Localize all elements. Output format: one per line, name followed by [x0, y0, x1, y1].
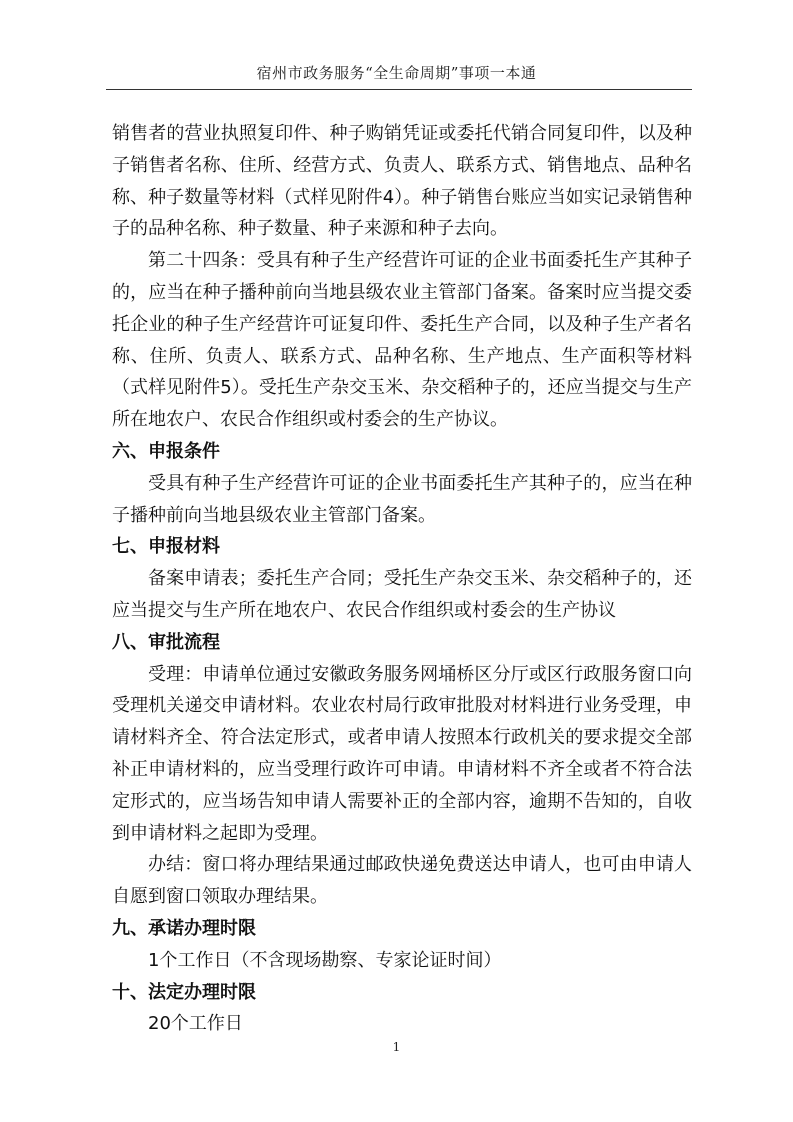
page-header: 宿州市政务服务“全生命周期”事项一本通	[256, 64, 537, 82]
paragraph-statutory-time: 20个工作日	[148, 1013, 243, 1035]
document-body	[112, 118, 692, 1040]
page-number: 1	[392, 1040, 401, 1054]
header-divider	[106, 89, 692, 90]
paragraph-conditions: 受具有种子生产经营许可证的企业书面委托生产其种子的，应当在种子播种前向当地县级农业主管部门备案。	[112, 472, 692, 526]
paragraph-acceptance: 受理：申请单位通过安徽政务服务网埇桥区分厅或区行政服务窗口向受理机关递交申请材料。农业农村局行政审批股对材料进行业务受理，申请材料齐全、符合法定形式，或者申请人按照本行政机关的要求提交全部补正申请材料的，应当受理行政许可申请。申请材料不齐全或者不符合法定形式的，应当场告知申请人需要补正的全部内容，逾期不告知的，自收到申请材料之起即为受理。	[112, 663, 692, 844]
paragraph-sales-records: 销售者的营业执照复印件、种子购销凭证或委托代销合同复印件，以及种子销售者名称、住所、经营方式、负责人、联系方式、销售地点、品种名称、种子数量等材料（式样见附件4）。种子销售台账应当如实记录销售种子的品种名称、种子数量、种子来源和种子去向。	[112, 123, 692, 240]
section-heading-statutory-time: 十、法定办理时限	[112, 981, 256, 1003]
section-heading-materials: 七、申报材料	[112, 536, 220, 558]
section-heading-conditions: 六、申报条件	[112, 440, 220, 462]
section-heading-promised-time: 九、承诺办理时限	[112, 917, 256, 939]
section-heading-process: 八、审批流程	[112, 631, 220, 653]
paragraph-completion: 办结：窗口将办理结果通过邮政快递免费送达申请人，也可由申请人自愿到窗口领取办理结果。	[112, 854, 692, 908]
paragraph-promised-time: 1个工作日（不含现场勘察、专家论证时间）	[148, 949, 502, 971]
paragraph-article-24: 第二十四条：受具有种子生产经营许可证的企业书面委托生产其种子的，应当在种子播种前向当地县级农业主管部门备案。备案时应当提交委托企业的种子生产经营许可证复印件、委托生产合同，以及种子生产者名称、住所、负责人、联系方式、品种名称、生产地点、生产面积等材料（式样见附件5）。受托生产杂交玉米、杂交稻种子的，还应当提交与生产所在地农户、农民合作组织或村委会的生产协议。	[112, 250, 692, 431]
paragraph-materials: 备案申请表；委托生产合同；受托生产杂交玉米、杂交稻种子的，还应当提交与生产所在地农户、农民合作组织或村委会的生产协议	[112, 568, 692, 621]
